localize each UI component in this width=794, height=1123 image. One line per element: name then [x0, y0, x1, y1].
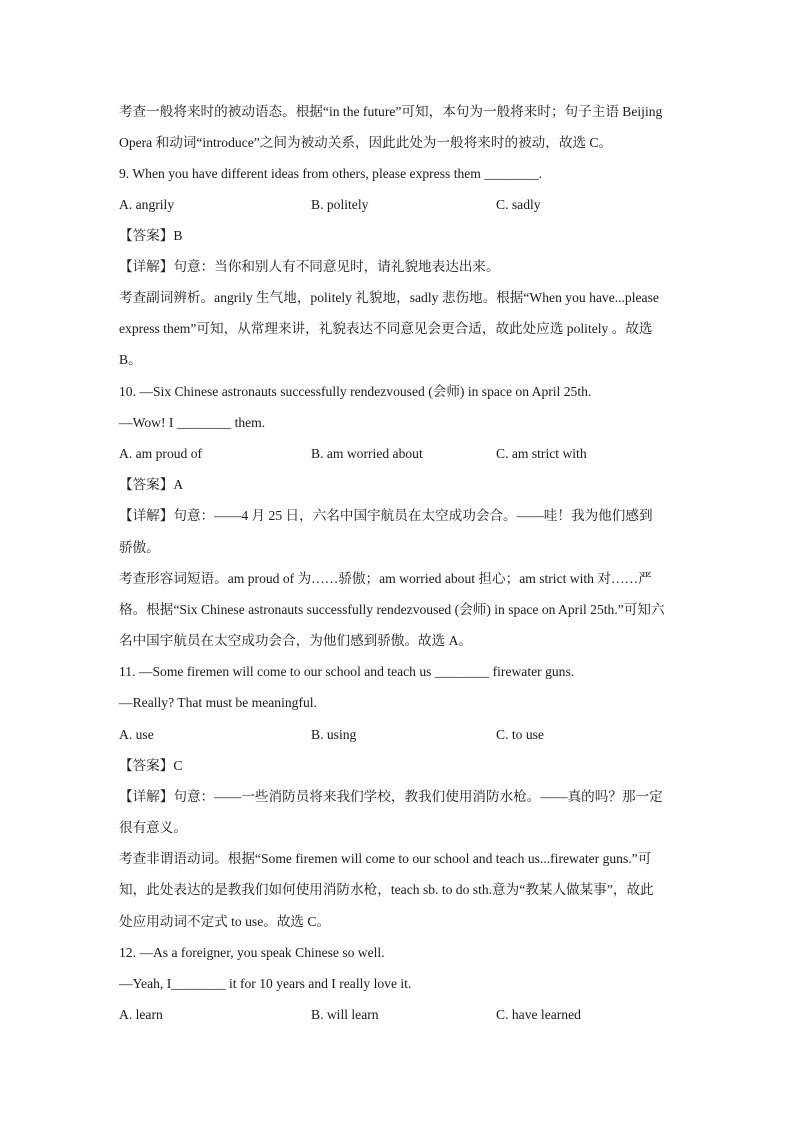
option-a: A. learn: [119, 1007, 163, 1022]
explanation-line: 骄傲。: [119, 540, 160, 555]
explanation-line: 很有意义。: [119, 820, 187, 835]
explanation-line: express them”可知，从常理来讲，礼貌表达不同意见会更合适，故此处应选 politely 。故选: [119, 321, 653, 336]
explanation-line: 考查一般将来时的被动语态。根据“in the future”可知，本句为一般将来时；句子主语 Beijing: [119, 104, 663, 119]
question-12-options: [119, 1005, 679, 1025]
question-11-reply: —Really? That must be meaningful.: [119, 695, 317, 710]
option-a: A. am proud of: [119, 446, 203, 461]
answer-label: 【答案】A: [119, 477, 184, 492]
explanation-line: 【详解】句意：——一些消防员将来我们学校，教我们使用消防水枪。——真的吗？那一定: [119, 789, 663, 804]
explanation-line: 考查形容词短语。am proud of 为……骄傲；am worried about 担心；am strict with 对……严: [119, 571, 652, 586]
option-b: B. politely: [311, 197, 369, 212]
question-12-reply: —Yeah, I________ it for 10 years and I really love it.: [119, 976, 412, 991]
question-10: 10. —Six Chinese astronauts successfully rendezvoused (会师) in space on April 25th.: [119, 384, 592, 399]
question-9-options: [119, 195, 679, 215]
explanation-line: 【详解】句意：——4 月 25 日，六名中国宇航员在太空成功会合。——哇！我为他们感到: [119, 508, 653, 523]
question-9: 9. When you have different ideas from others, please express them ________.: [119, 166, 543, 181]
option-c: C. sadly: [496, 197, 541, 212]
option-b: B. will learn: [311, 1007, 379, 1022]
question-10-reply: —Wow! I ________ them.: [119, 415, 266, 430]
explanation-line: 考查副词辨析。angrily 生气地，politely 礼貌地，sadly 悲伤地。根据“When you have...please: [119, 290, 659, 305]
option-a: A. use: [119, 727, 154, 742]
option-b: B. am worried about: [311, 446, 423, 461]
explanation-line: 处应用动词不定式 to use。故选 C。: [119, 914, 331, 929]
explanation-line: 格。根据“Six Chinese astronauts successfully rendezvoused (会师) in space on April 25th.”可知六: [119, 602, 665, 617]
option-c: C. am strict with: [496, 446, 587, 461]
option-b: B. using: [311, 727, 357, 742]
option-a: A. angrily: [119, 197, 175, 212]
explanation-line: B。: [119, 352, 142, 367]
explanation-line: 知，此处表达的是教我们如何使用消防水枪，teach sb. to do sth.意为“教某人做某事”，故此: [119, 882, 654, 897]
explanation-line: 【详解】句意：当你和别人有不同意见时，请礼貌地表达出来。: [119, 259, 500, 274]
question-12: 12. —As a foreigner, you speak Chinese so well.: [119, 945, 385, 960]
option-c: C. have learned: [496, 1007, 581, 1022]
question-11: 11. —Some firemen will come to our school and teach us ________ firewater guns.: [119, 664, 575, 679]
question-11-options: [119, 725, 679, 745]
answer-label: 【答案】B: [119, 228, 183, 243]
explanation-line: Opera 和动词“introduce”之间为被动关系，因此此处为一般将来时的被动，故选 C。: [119, 135, 613, 150]
option-c: C. to use: [496, 727, 544, 742]
question-10-options: [119, 444, 679, 464]
answer-label: 【答案】C: [119, 758, 183, 773]
explanation-line: 考查非谓语动词。根据“Some firemen will come to our school and teach us...firewater guns.”可: [119, 851, 652, 866]
explanation-line: 名中国宇航员在太空成功会合，为他们感到骄傲。故选 A。: [119, 633, 473, 648]
